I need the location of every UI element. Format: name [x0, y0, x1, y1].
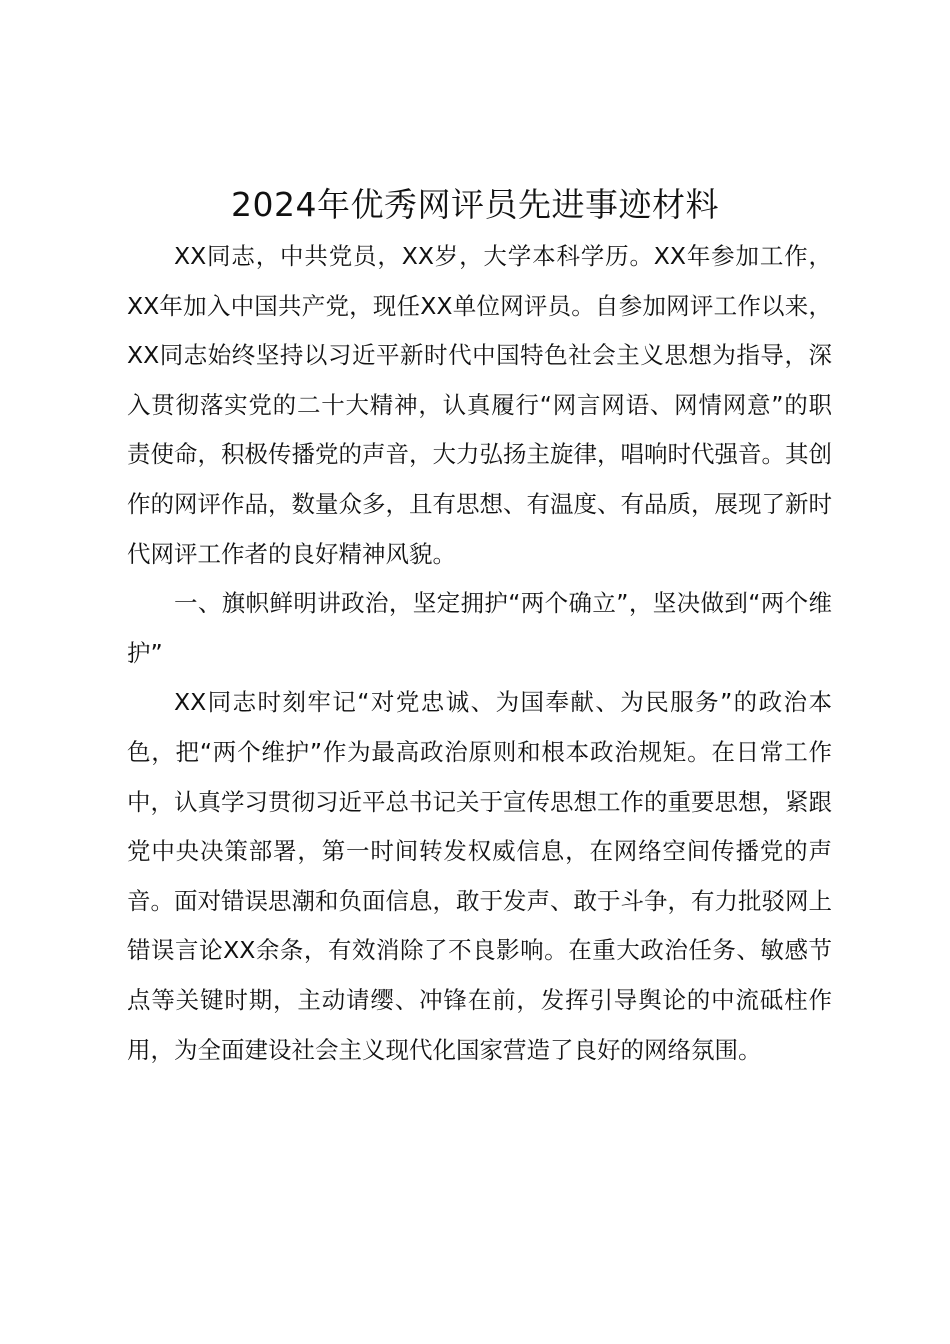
- document-body: [127, 232, 832, 1075]
- document-title: 2024年优秀网评员先进事迹材料: [231, 185, 719, 224]
- paragraph-section-1: XX同志时刻牢记“对党忠诚、为国奉献、为民服务”的政治本色，把“两个维护”作为最高政治原则和根本政治规矩。在日常工作中，认真学习贯彻习近平总书记关于宣传思想工作的重要思想，紧跟党中央决策部署，第一时间转发权威信息，在网络空间传播党的声音。面对错误思潮和负面信息，敢于发声、敢于斗争，有力批驳网上错误言论XX余条，有效消除了不良影响。在重大政治任务、敏感节点等关键时期，主动请缨、冲锋在前，发挥引导舆论的中流砥柱作用，为全面建设社会主义现代化国家营造了良好的网络氛围。: [127, 688, 832, 1064]
- section-heading-1: 一、旗帜鲜明讲政治，坚定拥护“两个确立”，坚决做到“两个维护”: [127, 589, 832, 667]
- paragraph-intro: XX同志，中共党员，XX岁，大学本科学历。XX年参加工作，XX年加入中国共产党，现任XX单位网评员。自参加网评工作以来，XX同志始终坚持以习近平新时代中国特色社会主义思想为指导，深入贯彻落实党的二十大精神，认真履行“网言网语、网情网意”的职责使命，积极传播党的声音，大力弘扬主旋律，唱响时代强音。其创作的网评作品，数量众多，且有思想、有温度、有品质，展现了新时代网评工作者的良好精神风貌。: [127, 242, 832, 568]
